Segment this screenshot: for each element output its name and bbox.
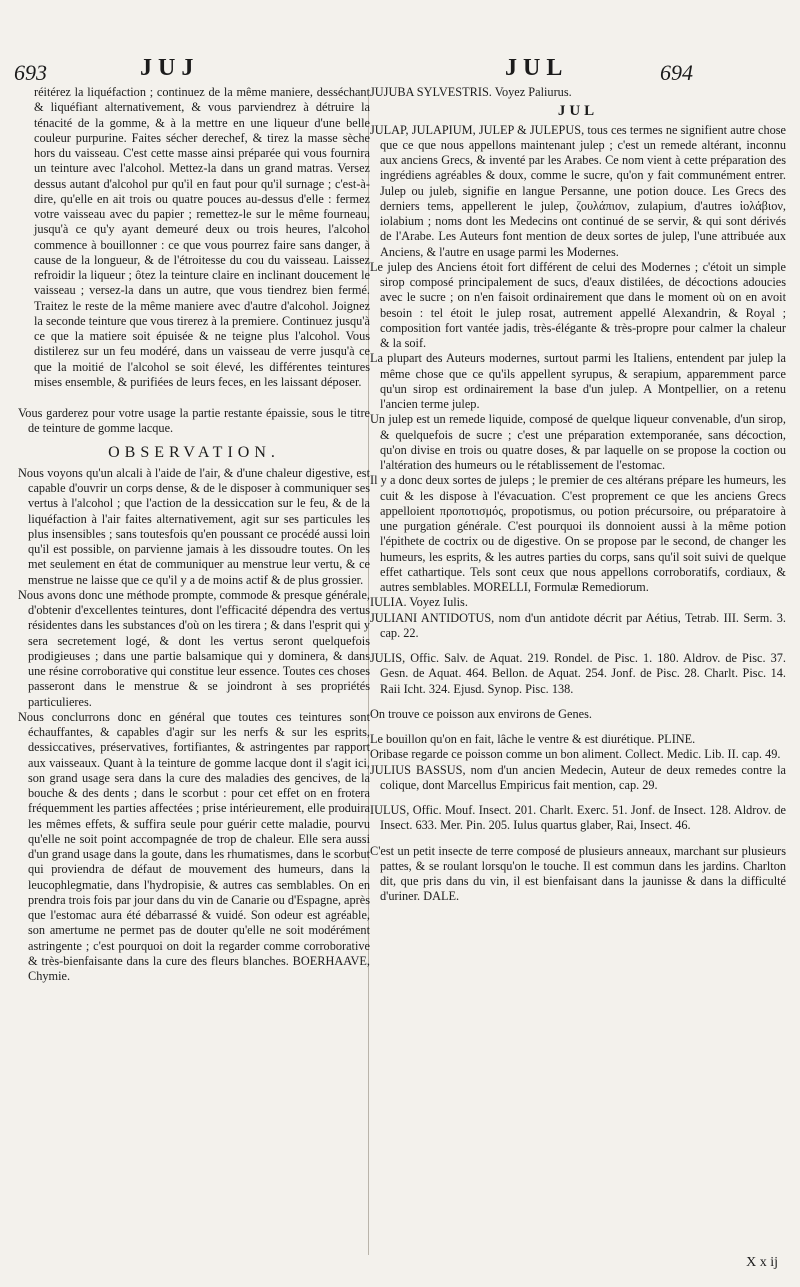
entry: JUJUBA SYLVESTRIS. Voyez Paliurus.	[370, 85, 572, 99]
left-page-number: 693	[14, 60, 47, 85]
entry: JULIUS BASSUS, nom d'un ancien Medecin, Auteur de deux remedes contre la colique, dont Marcellus Empiricus fait mention, cap. 29.	[370, 762, 786, 792]
paragraph: Le julep des Anciens étoit fort différent de celui des Modernes ; c'étoit un simple sirop composé principalement de sucs, d'eaux distilées, de décoctions adoucies avec le sucre ; on n'en faisoit ordinairement que dans le moment où on en avoit besoin : tel étoit le julep rosat, autrement appellé Alexandrin, & Royal ; composition fort vantée jadis, très-élégante & très-propre pour calmer la chaleur & la soif.	[370, 259, 786, 350]
paragraph: Nous conclurrons donc en général que toutes ces teintures sont échauffantes, & capables d'agir sur les nerfs & sur les esprits, dessiccatives, préservatives, fortifiantes, & astringentes par rapport aux vaisseaux. Quant à la teinture de gomme lacque dont il s'agit ici, son grand usage sera dans la cure des maladies des gencives, de la bouche & des dents ; dans le scorbut : pour cet effet on en frotera fréquemment les parties affectées ; prise intérieurement, elle produira les mêmes effets, & suffira seule pour guérir cette maladie, pourvu qu'elle ne soit point accompagnée de trop de chaleur. Elle sera aussi d'un grand usage dans la goute, dans les rhumatismes, dans le scorbut qui proviendra de défaut de mouvement des humeurs, dans la leucophlegmatie, dans l'hydropisie, & autres cas semblables. On en prendra trois fois par jour dans du vin de Canarie ou d'Espagne, après que l'estomac aura été débarrassé & vuidé. Son odeur est agréable, son amertume ne permet pas de douter qu'elle ne soit modérément astringente ; c'est pourquoi on doit la regarder comme corroborative & très-bienfaisante dans la cure des fleurs blanches. BOERHAAVE, Chymie.	[18, 709, 371, 983]
paragraph: réitérez la liquéfaction ; continuez de la même maniere, desséchant & liquéfiant alternativement, & vous parviendrez à détruire la ténacité de la gomme, & à la mettre en une liqueur d'une belle couleur purpurine. Faites sécher derechef, & tirez la masse sèche hors du vaisseau. C'est cette masse ainsi préparée qui vous fournira un teinture avec l'alcohol. Mettez-la dans un grand matras. Versez dessus autant d'alcohol pur qu'il en faut pour qu'il surnage ; c'est-à-dire, qu'elle en ait trois ou quatre pouces au-dessus d'elle : fermez votre vaisseau avec du papier ; remettez-le sur le même fourneau, jusqu'à ce qu'y ayant demeuré deux ou trois heures, l'alcohol commence à bouillonner : ce que vous pourrez faire sans danger, à cause de la longueur, & de l'étroitesse du cou du vaisseau. Laissez refroidir la liqueur ; ôtez la teinture claire en inclinant doucement le vaisseau ; versez-la dans un autre, que vous tiendrez bien fermé. Traitez le reste de la même maniere avec d'autre d'alcohol. Joignez la seconde teinture que vous tirerez à la premiere. Continuez jusqu'à ce que la matiere soit épuisée & ne teigne plus l'alcohol. Vous distilerez sur un feu modéré, dans un vaisseau de verre jusqu'à ce que la moitié de l'alcohol se soit élevé, les différentes teintures mises ensemble, & purifiées de leurs feces, en les laissant déposer.	[34, 85, 370, 389]
paragraph: Oribase regarde ce poisson comme un bon aliment. Collect. Medic. Lib. II. cap. 49.	[370, 747, 781, 762]
signature-mark: X x ij	[746, 1255, 778, 1270]
paragraph: Un julep est un remede liquide, composé de quelque liqueur convenable, d'un sirop, & quelquefois de sucre ; c'est une préparation extemporanée, sans décoction, qu'on divise en trois ou quatre doses, & par laquelle on se propose la coction ou l'altération des humeurs ou le rétablissement de l'estomac.	[370, 412, 786, 472]
paragraph: Nous voyons qu'un alcali à l'aide de l'air, & d'une chaleur digestive, est capable d'ouvrir un corps dense, & de le disposer à communiquer ses vertus à l'alcohol ; que l'action de la dessiccation sur le feu, & de la liquéfaction à l'air faites alternativement, agit sur ses particules les plus insensibles ; sans toutesfois qu'en poussant ce procédé aussi loin qu'il est possible, on parvienne jamais à les dissoudre toutes. On les met seulement en état de communiquer au menstrue leur vertu, & ce menstrue ne laisse que ce qu'il y a de moins actif & de plus grossier.	[18, 465, 370, 587]
entry: JULAP, JULAPIUM, JULEP & JULEPUS, tous ces termes ne signifient autre chose que ce que nous appellons maintenant julep ; c'est un remede altérant, inconnu aux anciens Grecs, & inventé par les Arabes. Ce nom vient à cette préparation des ingrédiens agréables & doux, comme le sucre, qu'on y fait communément entrer. Julep ou juleb, signifie en langue Persanne, une potion douce. Les Grecs des derniers tems, appellerent le julep, ζουλάπιον, zulapium, d'autres ἰολάβιον, iolabium ; noms dont les Medecins ont continué de se servir, & qui sont dérivés de l'Arabe. Les Auteurs font mention de deux sortes de julep, l'une attribuée aux Anciens, & l'autre en usage parmi les Modernes.	[370, 122, 786, 259]
paragraph: Le bouillon qu'on en fait, lâche le ventre & est diurétique. PLINE.	[370, 732, 696, 746]
entry: JULIS, Offic. Salv. de Aquat. 219. Rondel. de Pisc. 1. 180. Aldrov. de Pisc. 37. Gesn. de Aquat. 464. Bellon. de Aquat. 254. Jonf. de Pisc. 28. Charlt. Pisc. 14. Raii Icht. 324. Ejusd. Synop. Pisc. 138.	[370, 651, 786, 696]
paragraph: Vous garderez pour votre usage la partie restante épaissie, sous le titre de teinture de gomme lacque.	[18, 406, 370, 436]
right-page-number: 694	[660, 60, 693, 85]
right-running-head: JUL	[505, 55, 569, 81]
entry: IULIA. Voyez Iulis.	[370, 595, 468, 610]
paragraph: Nous avons donc une méthode prompte, commode & presque générale, d'obtenir d'excellentes teintures, dont l'efficacité dépendra des vertus résidentes dans les substances d'où on les tirera ; & dans l'esprit qui y sera secretement logé, & dont les vertus seront quelquefois prodigieuses ; dans une partie balsamique qui y dominera, & dans une résine corroborative qui constitue leur essence. Toutes ces choses passeront dans le menstrue & se joindront à ses propriétés particulieres.	[18, 587, 370, 709]
entry: JULIANI ANTIDOTUS, nom d'un antidote décrit par Aétius, Tetrab. III. Serm. 3. cap. 22.	[370, 610, 786, 640]
left-column	[18, 85, 370, 984]
section-heading: OBSERVATION.	[108, 443, 280, 461]
paragraph: C'est un petit insecte de terre composé de plusieurs anneaux, marchant sur plusieurs pattes, & se roulant lorsqu'on le touche. Il est commun dans les jardins. Charlton dit, que pris dans du vin, il est bienfaisant dans la jaunisse & dans la difficulté d'uriner. DALE.	[370, 843, 786, 904]
paragraph: On trouve ce poisson aux environs de Genes.	[370, 706, 592, 721]
entry: IULUS, Offic. Mouf. Insect. 201. Charlt. Exerc. 51. Jonf. de Insect. 128. Aldrov. de Insect. 633. Mer. Pin. 205. Iulus quartus glaber, Rai, Insect. 46.	[370, 803, 786, 833]
paragraph: Il y a donc deux sortes de juleps ; le premier de ces altérans prépare les humeurs, les cuit & les dispose à l'évacuation. C'est proprement ce que les anciens Grecs appelloient προποτισμός, propotismus, ou potion précursoire, ou préparatoire à une purgation générale. C'est pourquoi ils donnoient aussi à la même potion l'épithete de coctrix ou de digestive. On se propose par le second, de changer les humeurs, les esprits, & les autres parties du corps, sans qu'il soit suivi de quelque effet cathartique. Tels sont ceux que nous appellons corroboratifs, cordiaux, & autres semblables. MORELLI, Formulæ Remediorum.	[370, 473, 786, 594]
paragraph: La plupart des Auteurs modernes, surtout parmi les Italiens, entendent par julep la même chose que ce qu'ils appellent syrupus, & serapium, apparemment parce qu'un sirop est ordinairement la base d'un julep. A Montpellier, on a retenu l'ancien terme julep.	[370, 351, 786, 411]
section-heading: JUL	[557, 103, 599, 120]
left-running-head: JUJ	[140, 55, 200, 81]
right-column	[370, 85, 786, 905]
